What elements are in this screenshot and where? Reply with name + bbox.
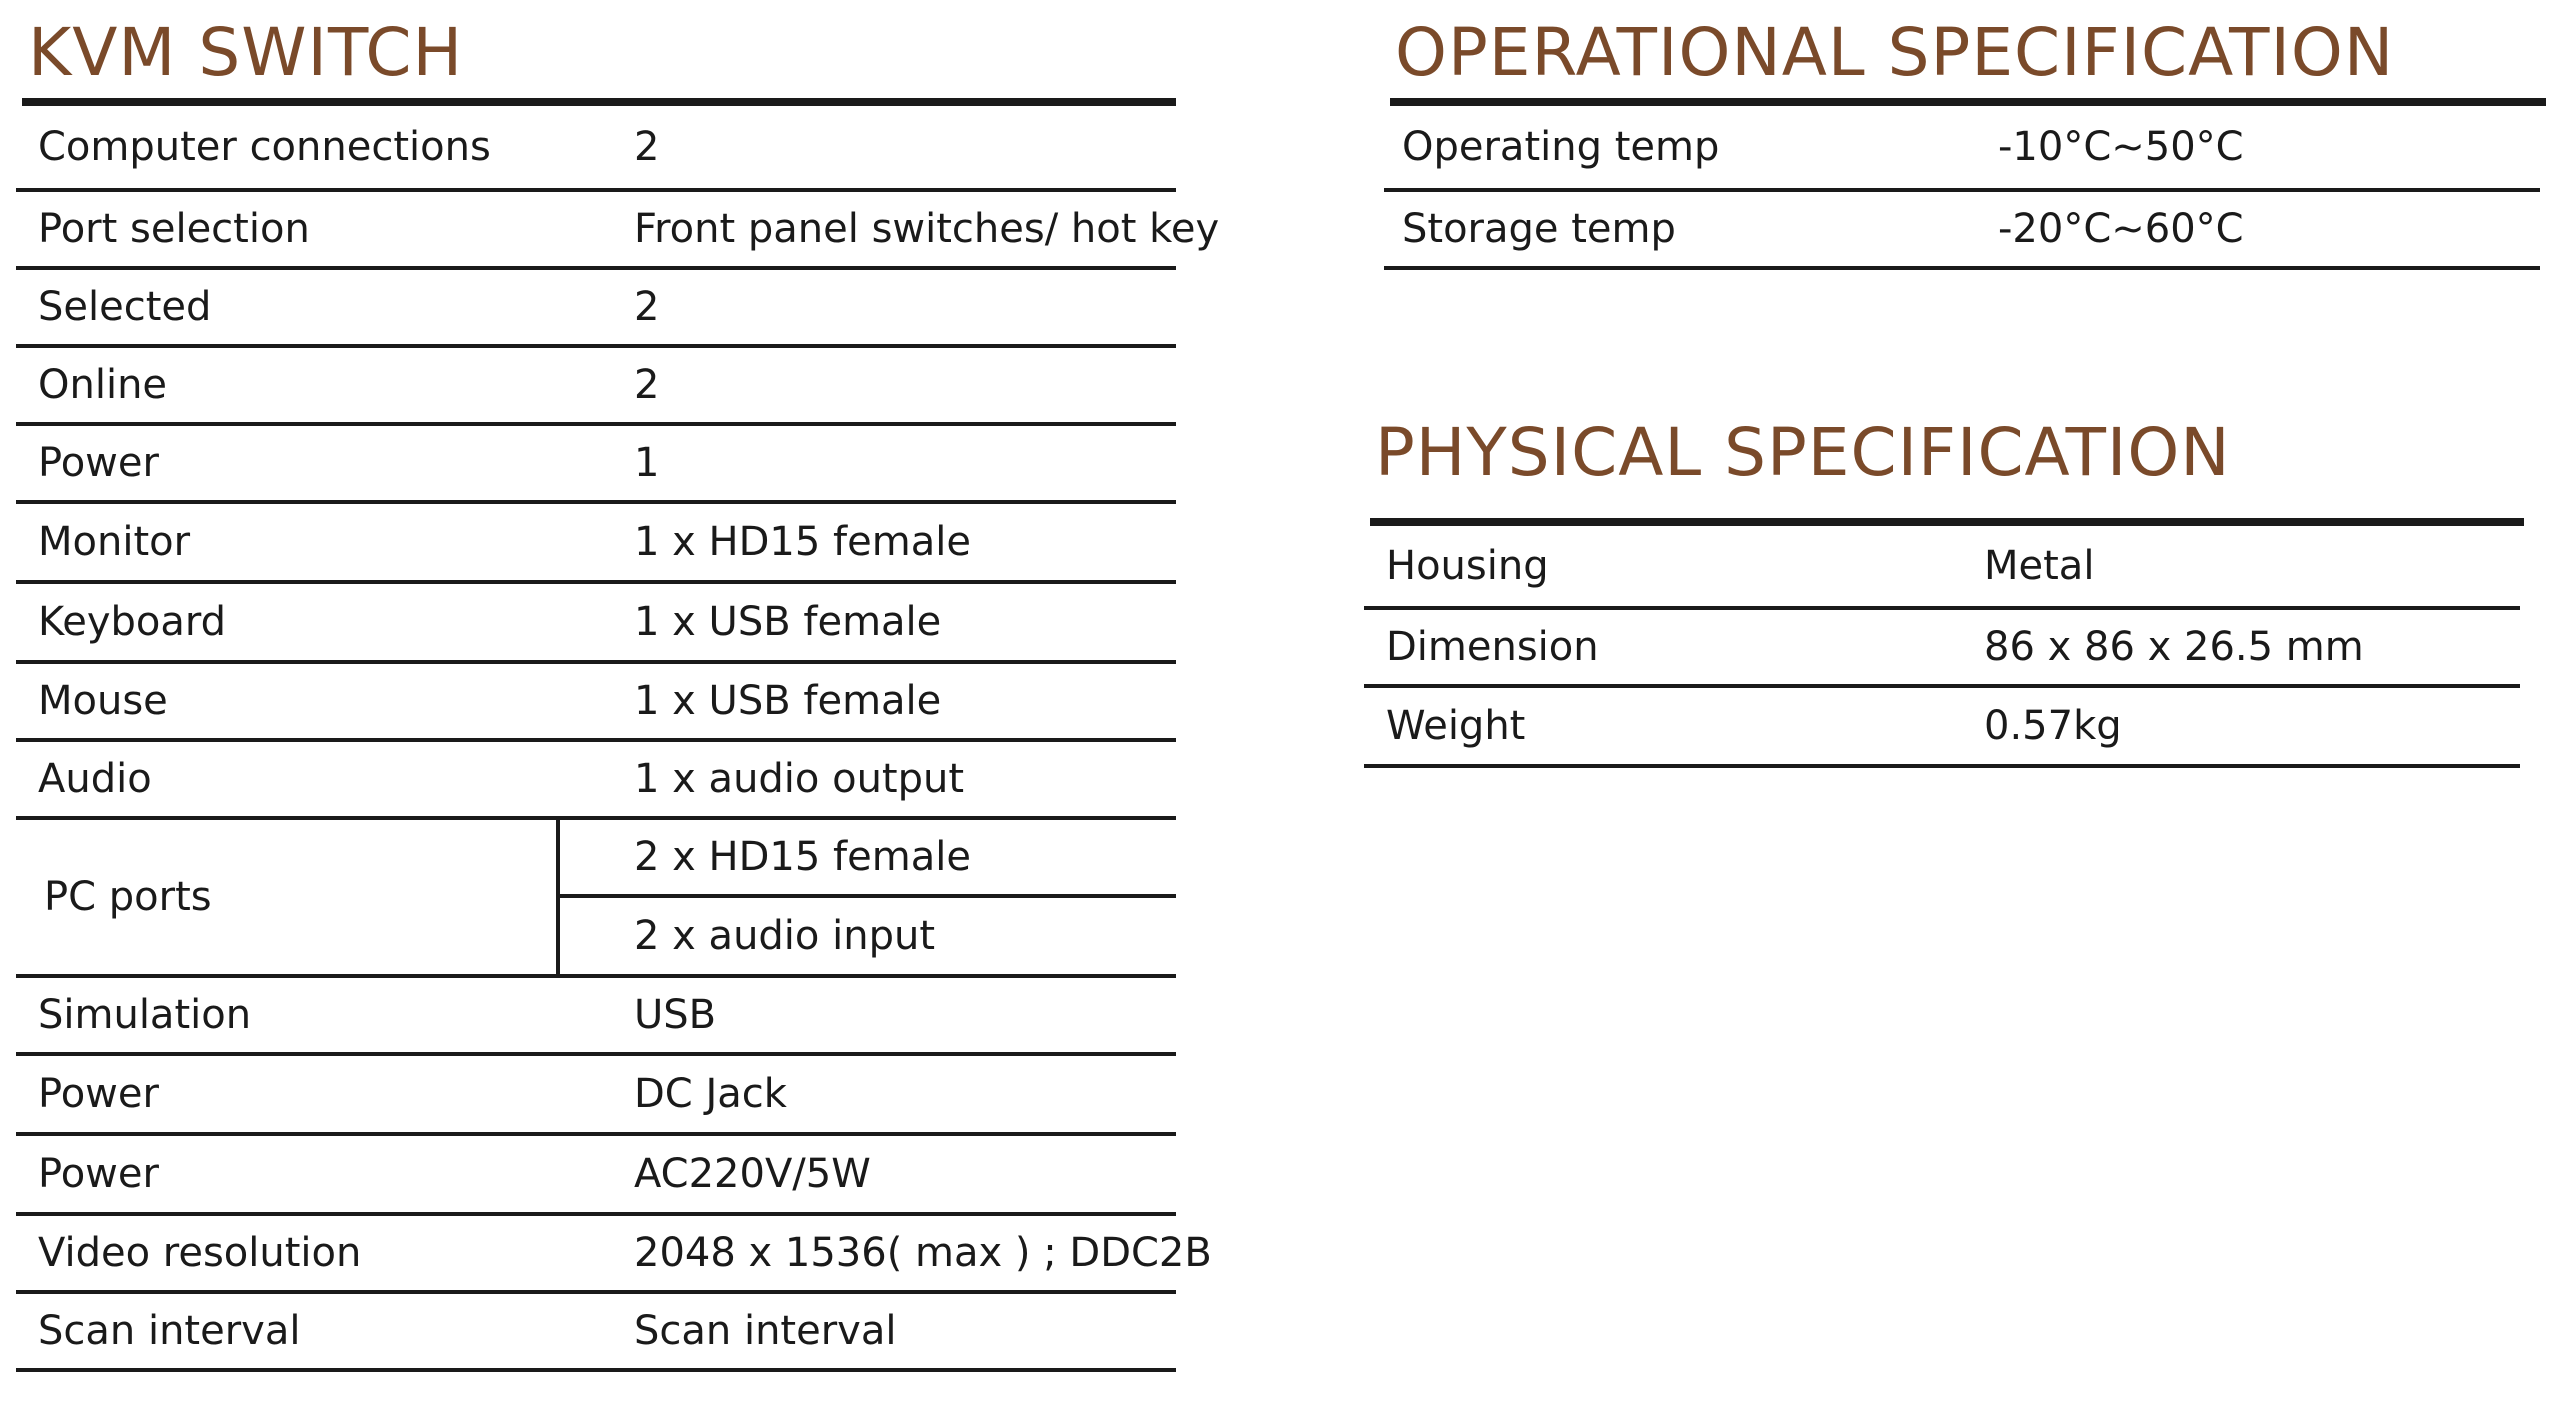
table-row-pc-ports <box>16 820 1176 978</box>
physical-spec-table <box>1364 526 2520 772</box>
row-value: -20°C~60°C <box>1998 206 2244 252</box>
row-value: 2 <box>634 362 660 408</box>
row-label: Storage temp <box>1402 206 1676 252</box>
table-row <box>16 742 1176 820</box>
row-label: Power <box>38 1151 159 1197</box>
row-label: Audio <box>38 756 152 802</box>
row-value: 2 x audio input <box>634 913 935 959</box>
kvm-spec-table <box>16 106 1220 1376</box>
operational-spec-title: OPERATIONAL SPECIFICATION <box>1395 14 2395 91</box>
row-label: Housing <box>1386 543 1549 589</box>
row-label: Operating temp <box>1402 124 1720 170</box>
table-row <box>16 1216 1212 1294</box>
table-row <box>16 106 1176 192</box>
row-value: 2 <box>634 284 660 330</box>
table-row <box>1364 610 2520 688</box>
row-value: 1 x USB female <box>634 599 942 645</box>
table-row <box>16 348 1176 426</box>
table-row <box>16 978 1176 1056</box>
row-label: Weight <box>1386 703 1526 749</box>
row-label: Keyboard <box>38 599 227 645</box>
table-row <box>16 584 1176 664</box>
table-row <box>16 192 1220 270</box>
row-label: Selected <box>38 284 212 330</box>
row-label: Power <box>38 1071 159 1117</box>
table-row <box>16 1056 1176 1136</box>
row-label: Port selection <box>38 206 310 252</box>
row-value: -10°C~50°C <box>1998 124 2244 170</box>
table-row <box>16 426 1176 504</box>
row-value: 1 <box>634 440 660 486</box>
kvm-switch-title: KVM SWITCH <box>28 14 464 91</box>
row-label: PC ports <box>44 874 212 920</box>
table-row <box>1384 192 2540 270</box>
row-label: Simulation <box>38 992 252 1038</box>
row-value: AC220V/5W <box>634 1151 871 1197</box>
row-label: Computer connections <box>38 124 491 170</box>
table-row <box>1384 106 2540 192</box>
row-value: Scan interval <box>634 1308 897 1354</box>
row-value: 86 x 86 x 26.5 mm <box>1984 624 2364 670</box>
row-value: DC Jack <box>634 1071 787 1117</box>
row-value: 2 x HD15 female <box>634 834 971 880</box>
row-value: Front panel switches/ hot key <box>634 206 1220 252</box>
table-row <box>16 270 1176 348</box>
row-label: Video resolution <box>38 1230 362 1276</box>
row-value: 2 <box>634 124 660 170</box>
table-row <box>1364 688 2520 768</box>
row-label: Online <box>38 362 168 408</box>
row-label: Scan interval <box>38 1308 301 1354</box>
operational-heading-rule <box>1390 98 2546 106</box>
physical-spec-title: PHYSICAL SPECIFICATION <box>1375 414 2231 491</box>
row-label: Power <box>38 440 159 486</box>
row-value: Metal <box>1984 543 2095 589</box>
row-value: 0.57kg <box>1984 703 2122 749</box>
row-value: 1 x audio output <box>634 756 965 802</box>
kvm-heading-rule <box>22 98 1176 106</box>
table-row <box>1364 526 2520 610</box>
physical-heading-rule <box>1370 518 2524 526</box>
row-value: 1 x USB female <box>634 678 942 724</box>
table-row <box>16 1294 1176 1372</box>
table-row <box>16 1136 1176 1216</box>
row-label: Dimension <box>1386 624 1599 670</box>
operational-spec-table <box>1384 106 2540 276</box>
table-row <box>16 504 1176 584</box>
row-value: 1 x HD15 female <box>634 519 971 565</box>
row-label: Mouse <box>38 678 168 724</box>
table-row <box>16 664 1176 742</box>
row-value: USB <box>634 992 717 1038</box>
row-value: 2048 x 1536( max ) ; DDC2B <box>634 1230 1212 1276</box>
row-label: Monitor <box>38 519 191 565</box>
